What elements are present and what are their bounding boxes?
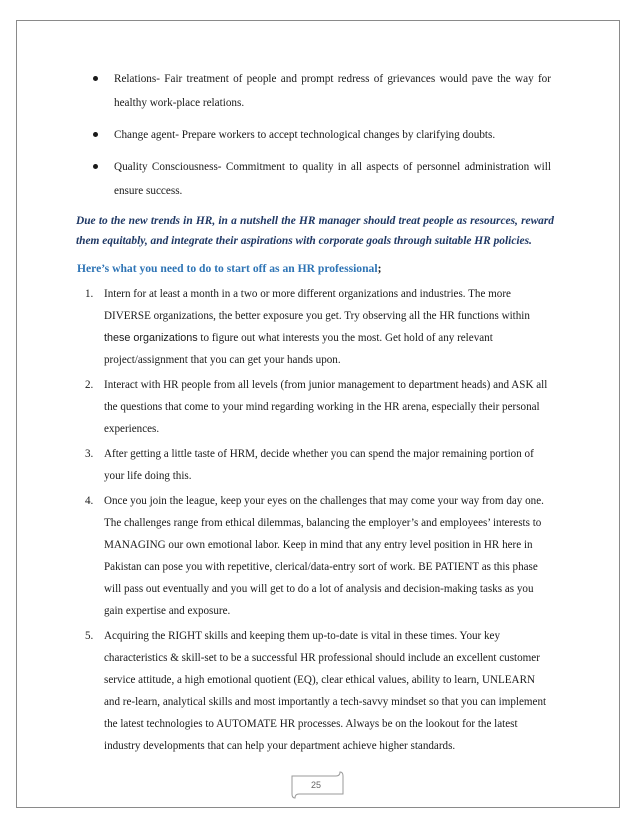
steps-list bbox=[77, 283, 551, 757]
bullet-dot-icon bbox=[93, 132, 98, 137]
step-item: 2. Interact with HR people from all levels (from junior management to department heads) and ASK all the questions that come to your mind regarding working in the HR arena, especially their personal experiences. bbox=[85, 379, 548, 435]
summary-paragraph: Due to the new trends in HR, in a nutshell the HR manager should treat people as resources, reward them equitably, and integrate their aspirations with corporate goals through suitable HR policies. bbox=[76, 215, 554, 247]
bullet-dot-icon bbox=[93, 76, 98, 81]
bullet-item: Quality Consciousness- Commitment to quality in all aspects of personnel administration will ensure success. bbox=[77, 155, 551, 203]
bullet-item: Change agent- Prepare workers to accept technological changes by clarifying doubts. bbox=[77, 123, 551, 147]
page-content bbox=[76, 67, 554, 760]
step-item: 4. Once you join the league, keep your eyes on the challenges that may come your way from day one. The challenges range from ethical dilemmas, balancing the employer’s and employees’ interests to MANAGING our own emotional labor. Keep in mind that any entry level position in HR here in Pakistan can pose you with repetitive, clerical/data-entry sort of work. BE PATIENT as this phase will pass out eventually and you will get to do a lot of analysis and decision-making tasks as you gain expertise and exposure. bbox=[85, 495, 544, 617]
bullet-list bbox=[77, 67, 551, 203]
section-heading: Here’s what you need to do to start off as an HR professional; bbox=[77, 262, 382, 275]
page-number-badge bbox=[286, 770, 346, 800]
step-item: 1. Intern for at least a month in a two or more different organizations and industries. The more DIVERSE organizations, the better exposure you get. Try observing all the HR functions within these organizations to figure out what interests you the most. Get hold of any relevant project/assignment that you can get your hands upon. bbox=[85, 288, 530, 366]
step-item: 3. After getting a little taste of HRM, decide whether you can spend the major remaining portion of your life doing this. bbox=[85, 448, 534, 482]
step-item: 5. Acquiring the RIGHT skills and keeping them up-to-date is vital in these times. Your key characteristics & skill-set to be a successful HR professional should include an excellent customer service attitude, a high emotional quotient (EQ), clear ethical values, ability to learn, UNLEARN and re-learn, analytical skills and most importantly a tech-savvy mindset so that you can implement the latest technologies to AUTOMATE HR processes. Always be on the lookout for the latest industry developments that can help your department achieve higher standards. bbox=[85, 630, 547, 752]
bullet-dot-icon bbox=[93, 164, 98, 169]
bullet-item: Relations- Fair treatment of people and prompt redress of grievances would pave the way for healthy work-place relations. bbox=[77, 67, 551, 115]
page-number: 25 bbox=[310, 780, 321, 790]
